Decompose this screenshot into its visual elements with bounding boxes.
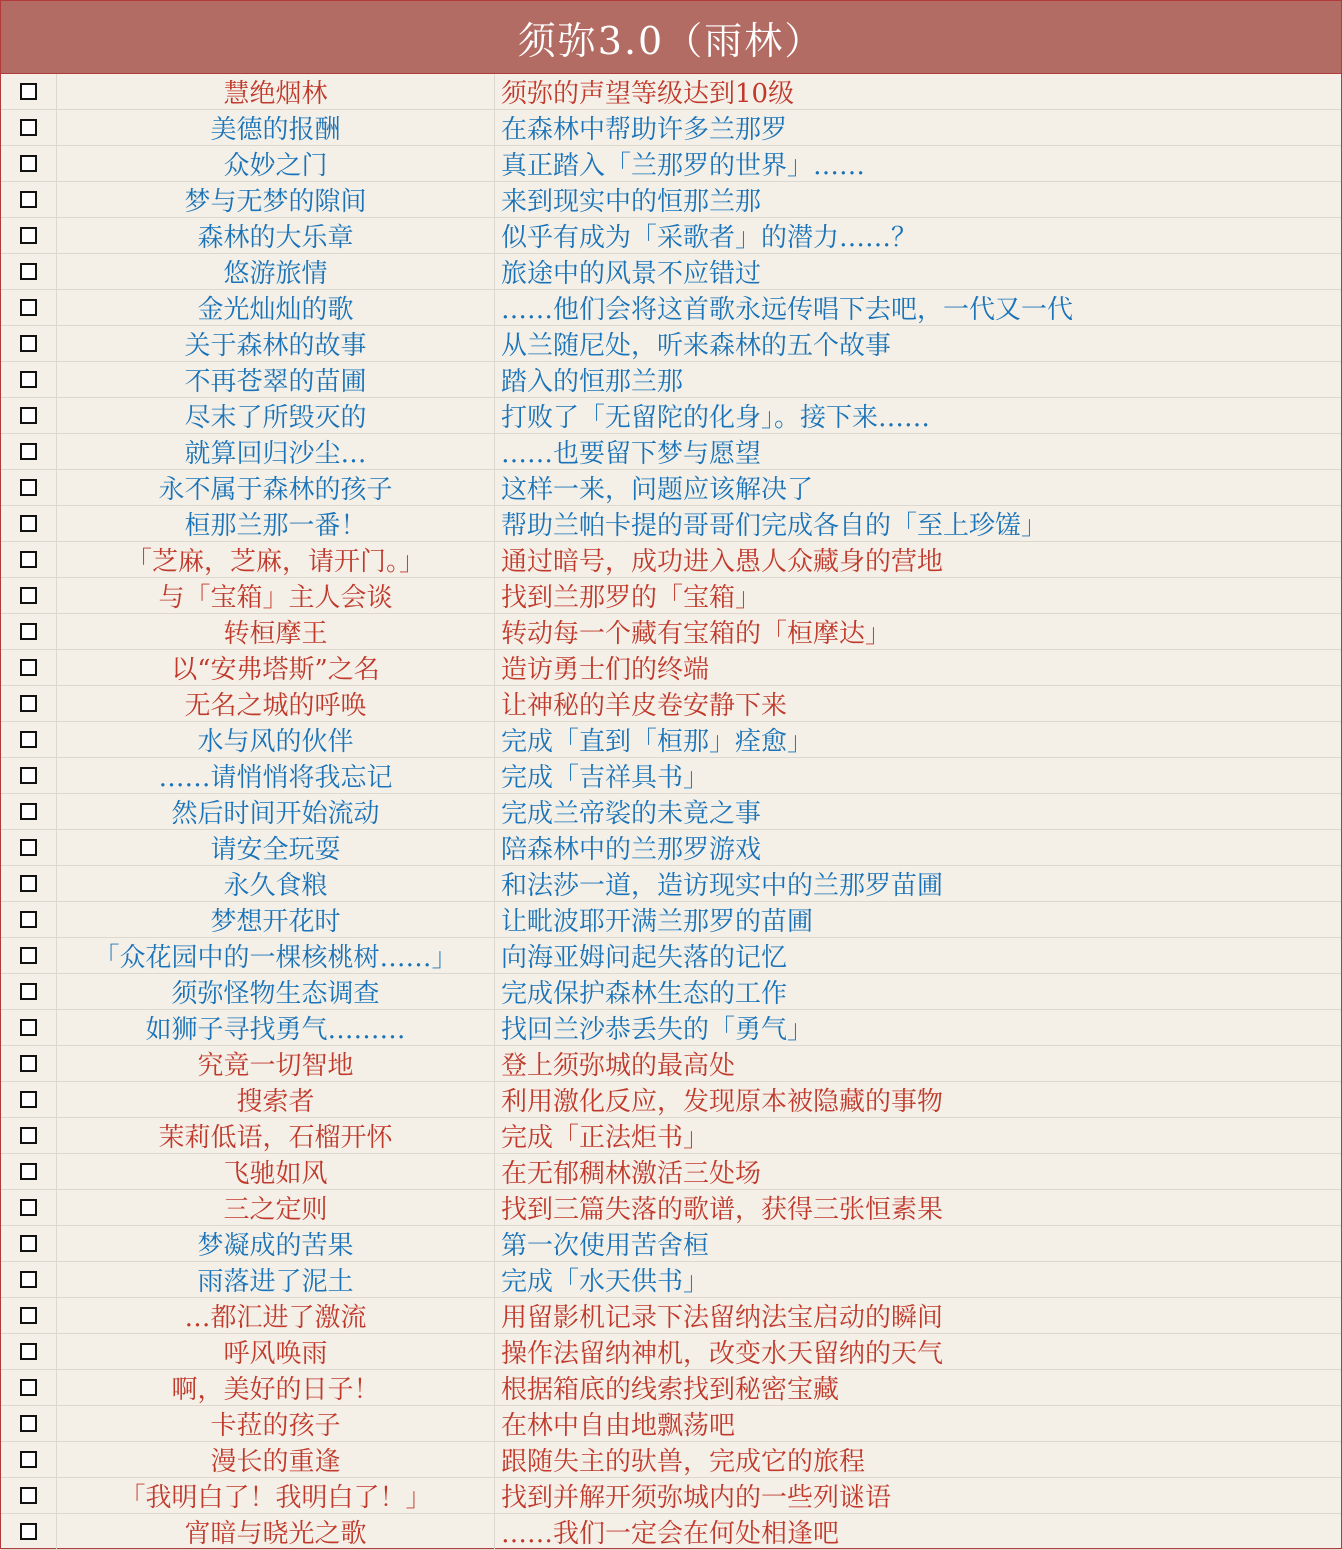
achievement-name: 飞驰如风 — [57, 1154, 495, 1189]
achievement-checkbox[interactable] — [20, 1343, 37, 1360]
table-row — [1, 218, 1341, 254]
achievement-checkbox[interactable] — [20, 371, 37, 388]
achievement-checkbox[interactable] — [20, 695, 37, 712]
achievement-checkbox[interactable] — [20, 299, 37, 316]
table-row — [1, 758, 1341, 794]
achievement-description: 找到并解开须弥城内的一些列谜语 — [501, 1483, 892, 1513]
checkbox-cell — [1, 1226, 57, 1261]
table-row — [1, 974, 1341, 1010]
achievement-description: 让神秘的羊皮卷安静下来 — [501, 691, 788, 721]
achievement-description: 似乎有成为「采歌者」的潜力……？ — [501, 223, 918, 253]
checkbox-cell — [1, 974, 57, 1009]
table-row — [1, 1118, 1341, 1154]
checkbox-cell — [1, 1262, 57, 1297]
table-row — [1, 686, 1341, 722]
achievement-description: ……我们一定会在何处相逢吧 — [501, 1519, 840, 1549]
checkbox-cell — [1, 1118, 57, 1153]
achievement-name: 「众花园中的一棵核桃树……」 — [57, 938, 495, 973]
achievement-name: 啊，美好的日子！ — [57, 1370, 495, 1405]
achievement-description: 利用激化反应，发现原本被隐藏的事物 — [501, 1087, 944, 1117]
achievement-checkbox[interactable] — [20, 119, 37, 136]
achievement-checkbox[interactable] — [20, 191, 37, 208]
checkbox-cell — [1, 1298, 57, 1333]
achievement-description: 完成「水天供书」 — [501, 1267, 710, 1297]
checkbox-cell — [1, 578, 57, 613]
checkbox-cell — [1, 650, 57, 685]
achievement-checkbox[interactable] — [20, 83, 37, 100]
achievement-checkbox[interactable] — [20, 1235, 37, 1252]
table-row — [1, 1154, 1341, 1190]
achievement-checkbox[interactable] — [20, 1055, 37, 1072]
achievement-name: 永久食粮 — [57, 866, 495, 901]
achievement-description: 从兰随尼处，听来森林的五个故事 — [501, 331, 892, 361]
achievement-checkbox[interactable] — [20, 803, 37, 820]
achievement-name: 雨落进了泥土 — [57, 1262, 495, 1297]
achievement-description: 找回兰沙恭丢失的「勇气」 — [501, 1015, 814, 1045]
achievement-checkbox[interactable] — [20, 731, 37, 748]
achievement-name: 请安全玩耍 — [57, 830, 495, 865]
achievement-checkbox[interactable] — [20, 587, 37, 604]
table-row — [1, 362, 1341, 398]
achievement-name: 美德的报酬 — [57, 110, 495, 145]
table-row — [1, 1514, 1341, 1550]
achievement-description: 完成「吉祥具书」 — [501, 763, 710, 793]
checkbox-cell — [1, 1334, 57, 1369]
table-row — [1, 74, 1341, 110]
checkbox-cell — [1, 290, 57, 325]
achievement-description: 须弥的声望等级达到10级 — [501, 79, 795, 109]
achievement-checkbox[interactable] — [20, 983, 37, 1000]
table-row — [1, 578, 1341, 614]
achievement-description: 第一次使用苦舍桓 — [501, 1231, 710, 1261]
table-row — [1, 326, 1341, 362]
achievement-name: …都汇进了激流 — [57, 1298, 495, 1333]
achievement-description: 踏入的恒那兰那 — [501, 367, 684, 397]
table-row — [1, 254, 1341, 290]
checkbox-cell — [1, 182, 57, 217]
table-row — [1, 830, 1341, 866]
table-row — [1, 290, 1341, 326]
achievement-name: 转桓摩王 — [57, 614, 495, 649]
table-row — [1, 614, 1341, 650]
achievement-name: 众妙之门 — [57, 146, 495, 181]
achievement-name: 不再苍翠的苗圃 — [57, 362, 495, 397]
table-row — [1, 110, 1341, 146]
achievement-checkbox[interactable] — [20, 551, 37, 568]
achievement-checkbox[interactable] — [20, 515, 37, 532]
table-row — [1, 866, 1341, 902]
table-row — [1, 470, 1341, 506]
achievement-name: 无名之城的呼唤 — [57, 686, 495, 721]
achievement-checkbox[interactable] — [20, 911, 37, 928]
achievement-checkbox[interactable] — [20, 947, 37, 964]
achievement-description: 根据箱底的线索找到秘密宝藏 — [501, 1375, 840, 1405]
achievement-name: 漫长的重逢 — [57, 1442, 495, 1477]
table-row — [1, 650, 1341, 686]
achievement-checkbox[interactable] — [20, 1019, 37, 1036]
achievement-description: ……也要留下梦与愿望 — [501, 439, 762, 469]
table-row — [1, 1082, 1341, 1118]
achievement-name: 慧绝烟林 — [57, 74, 495, 109]
table-row — [1, 1226, 1341, 1262]
checkbox-cell — [1, 614, 57, 649]
checkbox-cell — [1, 326, 57, 361]
achievement-name: 卡菈的孩子 — [57, 1406, 495, 1441]
table-row — [1, 506, 1341, 542]
checkbox-cell — [1, 1478, 57, 1513]
achievement-description: 帮助兰帕卡提的哥哥们完成各自的「至上珍馐」 — [501, 511, 1048, 541]
checkbox-cell — [1, 506, 57, 541]
table-row — [1, 1406, 1341, 1442]
achievement-name: 关于森林的故事 — [57, 326, 495, 361]
checkbox-cell — [1, 1370, 57, 1405]
achievement-description: 陪森林中的兰那罗游戏 — [501, 835, 762, 865]
achievement-description: 完成兰帝裟的未竟之事 — [501, 799, 762, 829]
achievement-description: 在森林中帮助许多兰那罗 — [501, 115, 788, 145]
table-row — [1, 434, 1341, 470]
achievement-description: 向海亚姆问起失落的记忆 — [501, 943, 788, 973]
achievement-checkbox[interactable] — [20, 623, 37, 640]
checkbox-cell — [1, 1406, 57, 1441]
achievement-name: 就算回归沙尘… — [57, 434, 495, 469]
achievement-checkbox[interactable] — [20, 1199, 37, 1216]
achievement-checkbox[interactable] — [20, 227, 37, 244]
achievement-checkbox[interactable] — [20, 875, 37, 892]
checkbox-cell — [1, 1046, 57, 1081]
achievement-description: 登上须弥城的最高处 — [501, 1051, 736, 1081]
table-row — [1, 794, 1341, 830]
achievement-checkbox[interactable] — [20, 839, 37, 856]
achievement-checkbox[interactable] — [20, 1415, 37, 1432]
checkbox-cell — [1, 1154, 57, 1189]
achievement-name: 与「宝箱」主人会谈 — [57, 578, 495, 613]
achievement-name: 须弥怪物生态调查 — [57, 974, 495, 1009]
achievement-checkbox[interactable] — [20, 407, 37, 424]
checkbox-cell — [1, 794, 57, 829]
achievement-checkbox[interactable] — [20, 767, 37, 784]
checkbox-cell — [1, 758, 57, 793]
achievement-name: 永不属于森林的孩子 — [57, 470, 495, 505]
achievement-description: 真正踏入「兰那罗的世界」…… — [501, 151, 866, 181]
checkbox-cell — [1, 434, 57, 469]
checkbox-cell — [1, 722, 57, 757]
achievement-name: 桓那兰那一番！ — [57, 506, 495, 541]
achievement-description: ……他们会将这首歌永远传唱下去吧，一代又一代 — [501, 295, 1074, 325]
checkbox-cell — [1, 1190, 57, 1225]
achievement-checkbox[interactable] — [20, 1271, 37, 1288]
achievement-description: 找到三篇失落的歌谱，获得三张恒素果 — [501, 1195, 944, 1225]
achievement-name: 以“安弗塔斯”之名 — [57, 650, 495, 685]
table-row — [1, 938, 1341, 974]
achievement-name: 水与风的伙伴 — [57, 722, 495, 757]
achievement-name: 如狮子寻找勇气……… — [57, 1010, 495, 1045]
achievement-name: 森林的大乐章 — [57, 218, 495, 253]
table-row — [1, 1334, 1341, 1370]
achievement-checkbox[interactable] — [20, 1091, 37, 1108]
achievement-description: 在林中自由地飘荡吧 — [501, 1411, 736, 1441]
checkbox-cell — [1, 470, 57, 505]
achievement-description: 转动每一个藏有宝箱的「桓摩达」 — [501, 619, 892, 649]
achievement-description: 完成保护森林生态的工作 — [501, 979, 788, 1009]
achievement-description: 让毗波耶开满兰那罗的苗圃 — [501, 907, 814, 937]
achievement-checkbox[interactable] — [20, 479, 37, 496]
achievement-checkbox[interactable] — [20, 443, 37, 460]
achievement-description: 和法莎一道，造访现实中的兰那罗苗圃 — [501, 871, 944, 901]
checkbox-cell — [1, 1082, 57, 1117]
achievement-name: 宵暗与晓光之歌 — [57, 1514, 495, 1549]
achievement-name: ……请悄悄将我忘记 — [57, 758, 495, 793]
achievement-description: 用留影机记录下法留纳法宝启动的瞬间 — [501, 1303, 944, 1333]
checkbox-cell — [1, 902, 57, 937]
table-row — [1, 398, 1341, 434]
table-row — [1, 1442, 1341, 1478]
table-row — [1, 1190, 1341, 1226]
table-row — [1, 146, 1341, 182]
achievement-description: 跟随失主的驮兽，完成它的旅程 — [501, 1447, 866, 1477]
achievement-description: 造访勇士们的终端 — [501, 655, 710, 685]
achievement-name: 尽末了所毁灭的 — [57, 398, 495, 433]
table-row — [1, 1298, 1341, 1334]
achievement-table — [1, 74, 1341, 1550]
checkbox-cell — [1, 74, 57, 109]
table-row — [1, 722, 1341, 758]
table-row — [1, 1478, 1341, 1514]
achievement-description: 这样一来，问题应该解决了 — [501, 475, 814, 505]
achievement-checkbox[interactable] — [20, 155, 37, 172]
table-row — [1, 542, 1341, 578]
achievement-checkbox[interactable] — [20, 1307, 37, 1324]
achievement-checkbox[interactable] — [20, 335, 37, 352]
achievement-checkbox[interactable] — [20, 263, 37, 280]
achievement-description: 在无郁稠林激活三处场 — [501, 1159, 762, 1189]
achievement-checkbox[interactable] — [20, 1163, 37, 1180]
achievement-description: 通过暗号，成功进入愚人众藏身的营地 — [501, 547, 944, 577]
achievement-name: 茉莉低语，石榴开怀 — [57, 1118, 495, 1153]
checkbox-cell — [1, 1442, 57, 1477]
achievement-checkbox[interactable] — [20, 659, 37, 676]
achievement-description: 旅途中的风景不应错过 — [501, 259, 762, 289]
checkbox-cell — [1, 1010, 57, 1045]
checkbox-cell — [1, 866, 57, 901]
table-row — [1, 1262, 1341, 1298]
checkbox-cell — [1, 362, 57, 397]
achievement-checkbox[interactable] — [20, 1487, 37, 1504]
achievement-name: 梦凝成的苦果 — [57, 1226, 495, 1261]
achievement-name: 梦与无梦的隙间 — [57, 182, 495, 217]
checkbox-cell — [1, 146, 57, 181]
achievement-name: 然后时间开始流动 — [57, 794, 495, 829]
achievement-name: 悠游旅情 — [57, 254, 495, 289]
table-row — [1, 1010, 1341, 1046]
table-row — [1, 182, 1341, 218]
achievement-name: 三之定则 — [57, 1190, 495, 1225]
achievement-description: 完成「直到「桓那」痊愈」 — [501, 727, 814, 757]
achievement-checkbox[interactable] — [20, 1451, 37, 1468]
checkbox-cell — [1, 218, 57, 253]
table-row — [1, 902, 1341, 938]
checkbox-cell — [1, 686, 57, 721]
checkbox-cell — [1, 1514, 57, 1549]
achievement-checkbox[interactable] — [20, 1523, 37, 1540]
table-row — [1, 1046, 1341, 1082]
checkbox-cell — [1, 938, 57, 973]
achievement-description: 完成「正法炬书」 — [501, 1123, 710, 1153]
achievement-name: 梦想开花时 — [57, 902, 495, 937]
achievement-name: 「我明白了！我明白了！」 — [57, 1478, 495, 1513]
achievement-name: 金光灿灿的歌 — [57, 290, 495, 325]
checkbox-cell — [1, 542, 57, 577]
achievement-name: 究竟一切智地 — [57, 1046, 495, 1081]
checkbox-cell — [1, 110, 57, 145]
sheet-title: 须弥3.0（雨林） — [1, 1, 1341, 74]
checkbox-cell — [1, 254, 57, 289]
checkbox-cell — [1, 830, 57, 865]
table-row — [1, 1370, 1341, 1406]
achievement-description: 找到兰那罗的「宝箱」 — [501, 583, 762, 613]
achievement-name: 呼风唤雨 — [57, 1334, 495, 1369]
checkbox-cell — [1, 398, 57, 433]
achievement-checkbox[interactable] — [20, 1379, 37, 1396]
achievement-description: 来到现实中的恒那兰那 — [501, 187, 762, 217]
achievement-name: 搜索者 — [57, 1082, 495, 1117]
achievement-description: 操作法留纳神机，改变水天留纳的天气 — [501, 1339, 944, 1369]
achievement-description: 打败了「无留陀的化身」。接下来…… — [501, 403, 931, 433]
achievement-name: 「芝麻，芝麻，请开门。」 — [57, 542, 495, 577]
achievement-checkbox[interactable] — [20, 1127, 37, 1144]
